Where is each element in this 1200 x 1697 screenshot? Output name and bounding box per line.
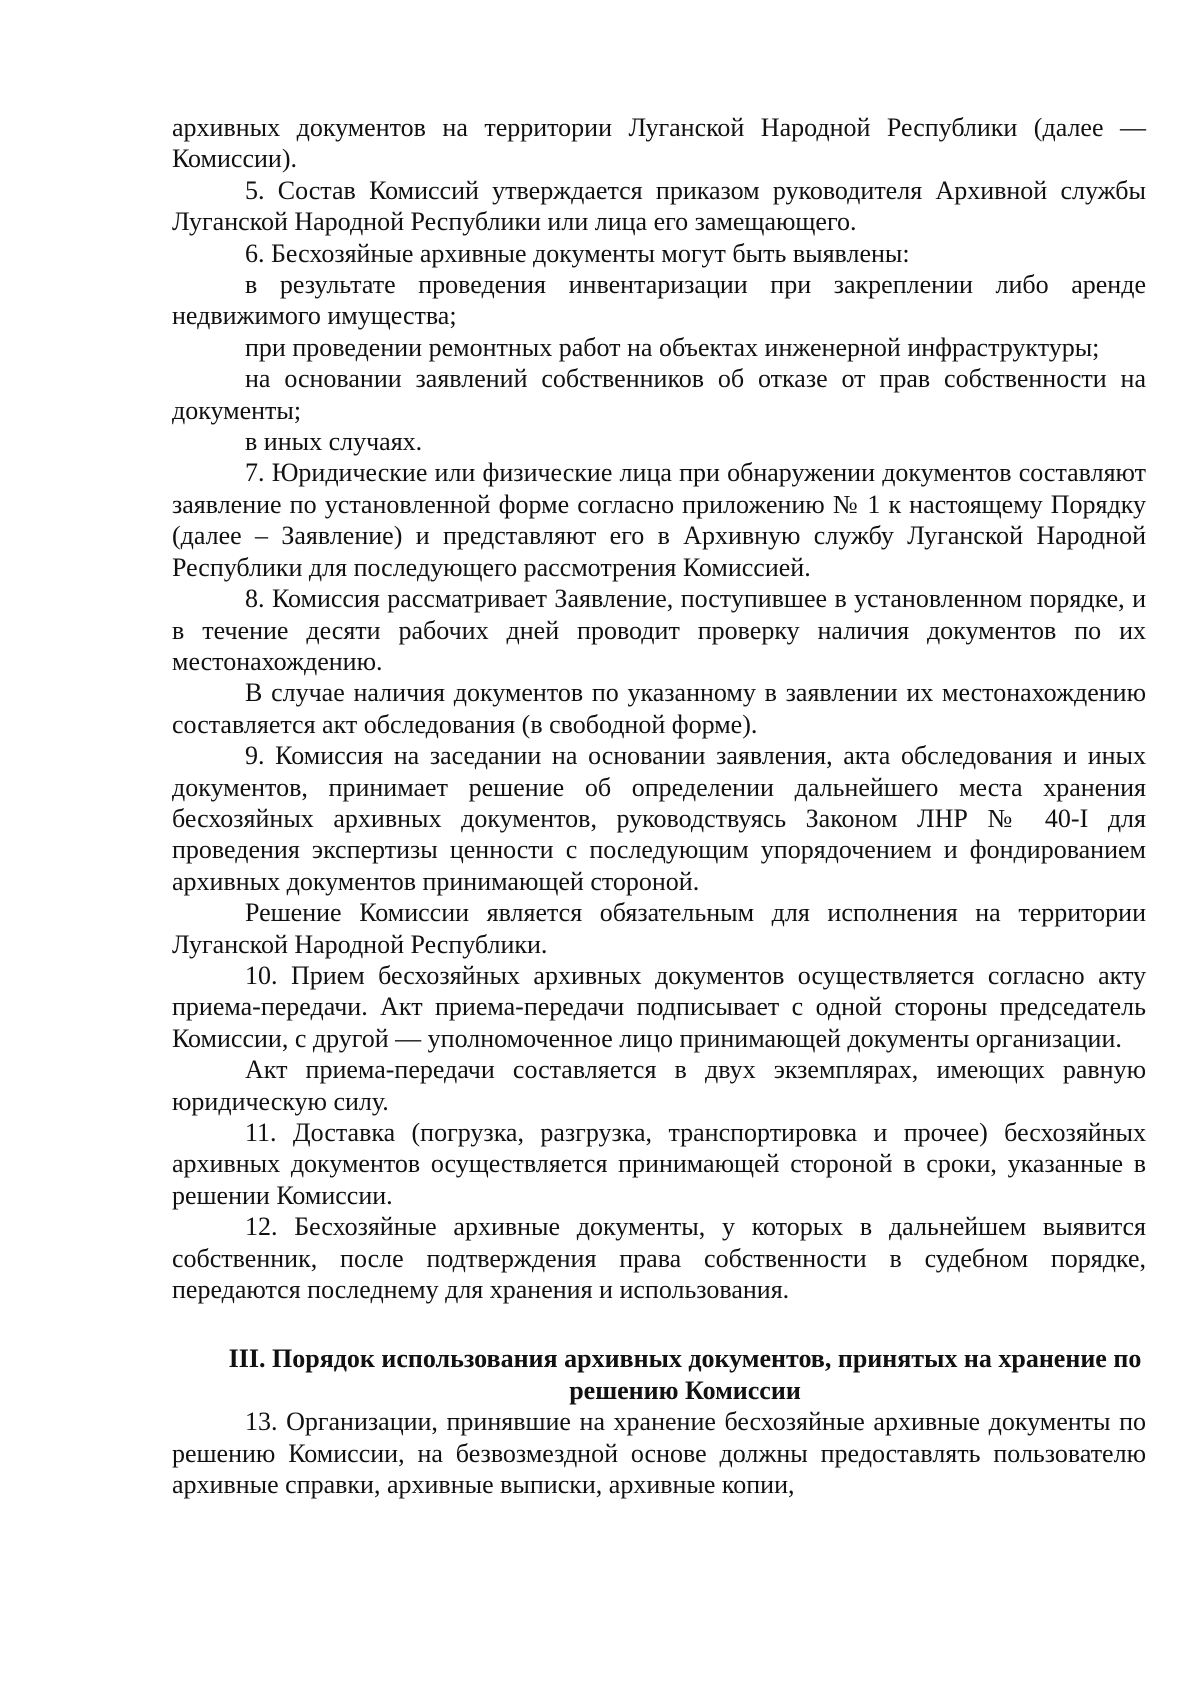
paragraph-item-10: 10. Прием бесхозяйных архивных документов осуществляется согласно акту приема-передачи. Акт приема-передачи подписывает с одной стороны председатель Комиссии, с другой — уполномоченное лицо принимающей документы организации. xyxy=(172,960,1146,1053)
paragraph-item-7: 7. Юридические или физические лица при обнаружении документов составляют заявление по установленной форме согласно приложению № 1 к настоящему Порядку (далее – Заявление) и представляют его в Архивную службу Луганской Народной Республики для последующего рассмотрения Комиссией. xyxy=(172,458,1146,582)
paragraph-continuation: архивных документов на территории Луганской Народной Республики (далее — Комиссии). xyxy=(172,113,1146,174)
paragraph-item-6-case-repairs: при проведении ремонтных работ на объектах инженерной инфраструктуры; xyxy=(245,332,1100,362)
paragraph-item-6-case-other: в иных случаях. xyxy=(245,427,423,457)
paragraph-item-6-case-inventory: в результате проведения инвентаризации при закреплении либо аренде недвижимого имущества; xyxy=(172,270,1146,331)
paragraph-item-6: 6. Бесхозяйные архивные документы могут быть выявлены: xyxy=(245,238,910,268)
paragraph-item-9: 9. Комиссия на заседании на основании заявления, акта обследования и иных документов, принимает решение об определении дальнейшего места хранения бесхозяйных архивных документов, руководствуясь Законом ЛНР № 40-I для проведения экспертизы ценности с последующим упорядочением и фондированием архивных документов принимающей стороной. xyxy=(172,741,1146,896)
paragraph-item-8: 8. Комиссия рассматривает Заявление, поступившее в установленном порядке, и в течение десяти рабочих дней проводит проверку наличия документов по их местонахождению. xyxy=(172,584,1146,676)
paragraph-item-12: 12. Бесхозяйные архивные документы, у которых в дальнейшем выявится собственник, после подтверждения права собственности в судебном порядке, передаются последнему для хранения и использования. xyxy=(172,1212,1146,1305)
paragraph-item-13: 13. Организации, принявшие на хранение бесхозяйные архивные документы по решению Комиссии, на безвозмездной основе должны предоставлять пользователю архивные справки, архивные выписки, архивные копии, xyxy=(172,1407,1146,1500)
paragraph-item-9-decision: Решение Комиссии является обязательным для исполнения на территории Луганской Народной Республики. xyxy=(172,898,1146,959)
paragraph-item-8-inspection-act: В случае наличия документов по указанному в заявлении их местонахождению составляется акт обследования (в свободной форме). xyxy=(172,678,1146,739)
document-body xyxy=(172,112,1146,1500)
paragraph-item-6-case-applications: на основании заявлений собственников об отказе от прав собственности на документы; xyxy=(172,364,1146,425)
paragraph-item-11: 11. Доставка (погрузка, разгрузка, транспортировка и прочее) бесхозяйных архивных документов осуществляется принимающей стороной в сроки, указанные в решении Комиссии. xyxy=(172,1118,1146,1210)
section-heading: III. Порядок использования архивных документов, принятых на хранение по решению Комиссии xyxy=(228,1344,1142,1405)
paragraph-item-10-copies: Акт приема-передачи составляется в двух экземплярах, имеющих равную юридическую силу. xyxy=(172,1055,1146,1116)
paragraph-item-5: 5. Состав Комиссий утверждается приказом руководителя Архивной службы Луганской Народной Республики или лица его замещающего. xyxy=(172,175,1146,237)
